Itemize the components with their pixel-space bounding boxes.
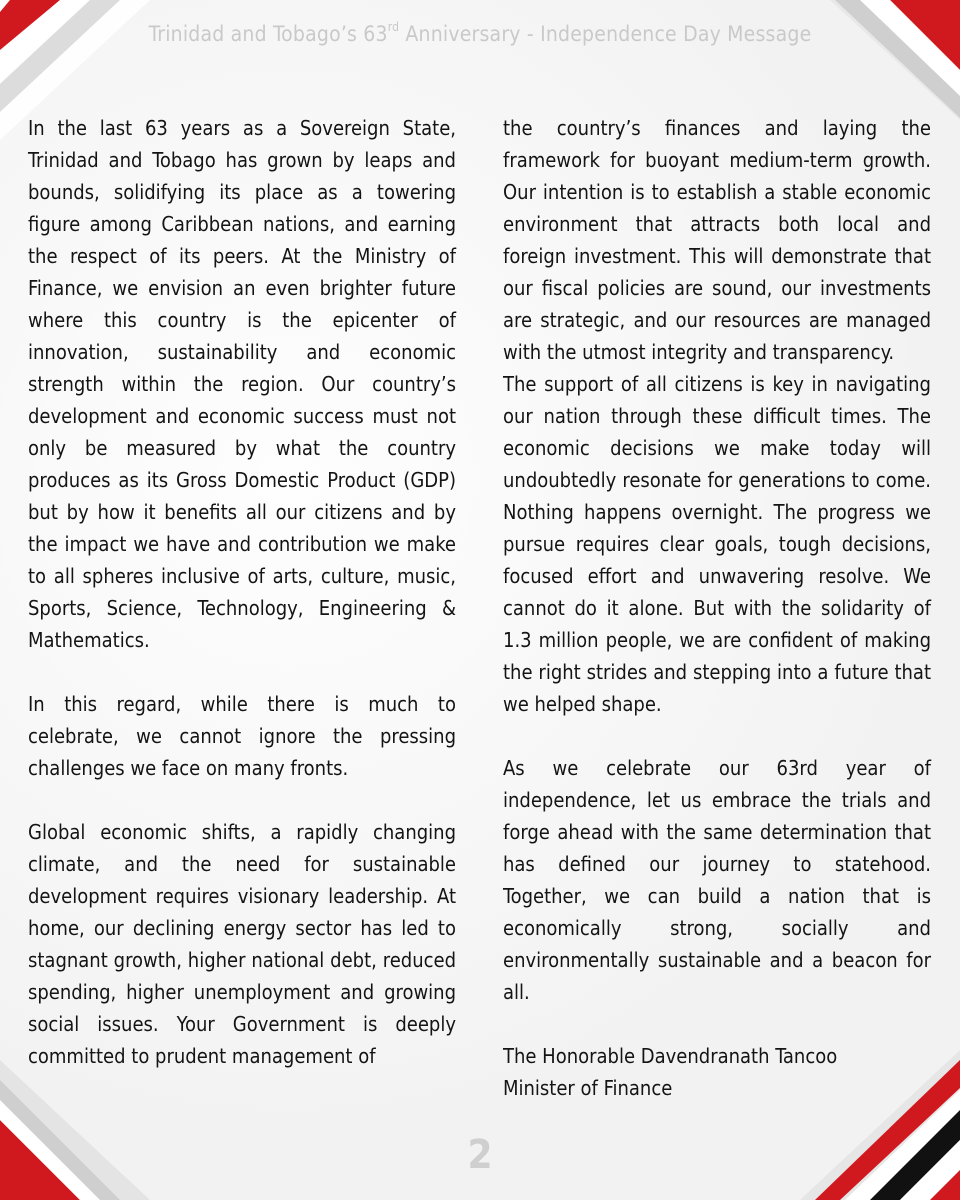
signature-title: Minister of Finance	[503, 1076, 673, 1100]
header-title-pre: Trinidad and Tobago’s 63	[148, 22, 388, 46]
right-paragraph-3: As we celebrate our 63rd year of independence, let us embrace the trials and forge ahead with the same determination that has defined our journey to statehood. Together, we can build a nation that is economically strong, socially and environmentally sustainable and a beacon for all.	[503, 756, 931, 1004]
left-paragraph-1: In the last 63 years as a Sovereign State, Trinidad and Tobago has grown by leaps and bounds, solidifying its place as a towering figure among Caribbean nations, and earning the respect of its peers. At the Ministry of Finance, we envision an even brighter future where this country is the epicenter of innovation, sustainability and economic strength within the region. Our country’s development and economic success must not only be measured by what the country produces as its Gross Domestic Product (GDP) but by how it benefits all our citizens and by the impact we have and contribution we make to all spheres inclusive of arts, culture, music, Sports, Science, Technology, Engineering & Mathematics.	[28, 116, 456, 652]
page-number: 2	[467, 1132, 493, 1178]
page-header-title	[0, 22, 960, 46]
left-paragraph-2: In this regard, while there is much to celebrate, we cannot ignore the pressing challenges we face on many fronts.	[28, 692, 456, 780]
right-paragraph-2: The support of all citizens is key in navigating our nation through these difficult times. The economic decisions we make today will undoubtedly resonate for generations to come. Nothing happens overnight. The progress we pursue requires clear goals, tough decisions, focused effort and unwavering resolve. We cannot do it alone. But with the solidarity of 1.3 million people, we are confident of making the right strides and stepping into a future that we helped shape.	[503, 372, 931, 716]
left-paragraph-3: Global economic shifts, a rapidly changing climate, and the need for sustainable development requires visionary leadership. At home, our declining energy sector has led to stagnant growth, higher national debt, reduced spending, higher unemployment and growing social issues. Your Government is deeply committed to prudent management of	[28, 820, 456, 1068]
signature-name: The Honorable Davendranath Tancoo	[503, 1044, 838, 1068]
header-title-post: Anniversary - Independence Day Message	[399, 22, 812, 46]
header-title-superscript: rd	[387, 20, 400, 34]
right-paragraph-1: the country’s finances and laying the framework for buoyant medium-term growth. Our intention is to establish a stable economic environment that attracts both local and foreign investment. This will demonstrate that our fiscal policies are sound, our investments are strategic, and our resources are managed with the utmost integrity and transparency.	[503, 116, 931, 364]
left-text-column	[28, 112, 456, 1072]
right-text-column	[503, 112, 931, 1104]
